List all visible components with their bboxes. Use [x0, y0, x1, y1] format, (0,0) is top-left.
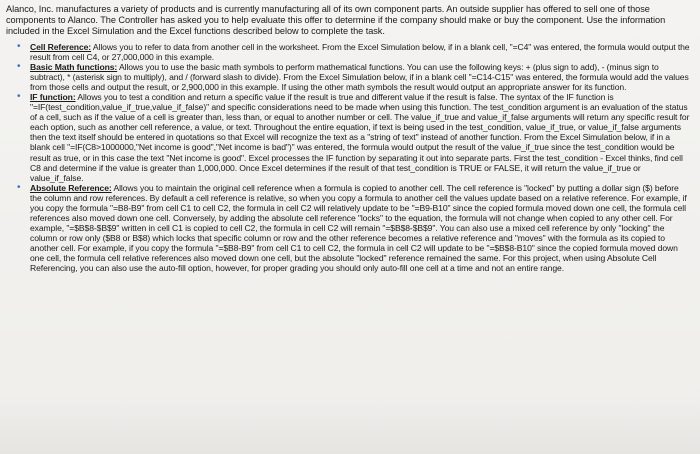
- term-basic-math: Basic Math functions:: [30, 62, 118, 73]
- desc-absolute-reference: Allows you to maintain the original cell reference when a formula is copied to another cell. The cell reference is "locked" by putting a dollar sign ($) before the column and row references. By default a cell reference is relative, so when you copy a formula to another cell the values update based on a relative reference. For example, if you copy the formula "=B8-B9" from cell C1 to cell C2, the formula in cell C2 will relatively update to be "=B9-B10" since the copied formula moved down one cell, the formula cell references also moved down one cell. Conversely, by adding the absolute cell reference "locks" to the equation, the formula will not change when copied to any other cell. For example, "=$B$8-$B$9" written in cell C1 is copied to cell C2, the formula in cell C2 will remain "=$B$8-$B$9". You can also use a mixed cell reference by only "locking" the column or row only ($B8 or B$8) which locks that specific column or row and the other reference becomes a relative reference and "moves" with the formula as its copied to another cell. For example, if you copy the formula "=$B8-B9" from cell C1 to cell C2, the formula in cell C2 will update to be "=$B$8-B10" since the copied formula moved down one cell, the formula cell relative references also moved down one cell, but the absolute "locked" reference remained the same. For this project, when using Absolute Cell Referencing, you can also use the auto-fill option, however, for proper grading you should only auto-fill one cell at a time and not an entire range.: [30, 182, 687, 274]
- desc-basic-math: Allows you to use the basic math symbols to perform mathematical functions. You can use the following keys: + (plus sign to add), - (minus sign to subtract), * (asterisk sign to multiply), and / (forward slash to divide). From the Excel Simulation below, if in a blank cell "=C14-C15" was entered, the formula would add the values from those cells and output the result, or 2,900,000 in this example. If using the other math symbols the result would output an appropriate answer for its function.: [30, 62, 689, 93]
- term-if-function: IF function:: [30, 92, 76, 103]
- bullet-icon: •: [17, 181, 21, 193]
- bullet-icon: •: [17, 41, 21, 52]
- bullet-icon: •: [17, 91, 21, 103]
- bullet-icon: •: [17, 61, 21, 73]
- list-item-cell-reference: [17, 41, 690, 63]
- list-item-if-function: [17, 91, 690, 183]
- term-cell-reference: Cell Reference:: [30, 42, 92, 52]
- list-item-absolute-reference: [17, 181, 690, 274]
- intro-paragraph: Alanco, Inc. manufactures a variety of products and is currently manufacturing all of its own component parts. An outside supplier has offered to sell one of those components to Alanco. The Controller has asked you to help evaluate this offer to determine if the company should make or buy the component. Use the information included in the Excel Simulation and the Excel functions described below to complete the task.: [6, 4, 666, 36]
- page-shading: [0, 394, 700, 454]
- desc-cell-reference: Allows you to refer to data from another cell in the worksheet. From the Excel Simulation below, if in a blank cell, "=C4" was entered, the formula would output the result from cell C4, or 27,000,000 in this example.: [30, 42, 690, 63]
- desc-if-function: Allows you to test a condition and return a specific value if the result is true and different value if the result is false. The syntax of the IF function is "=IF(test_condition,value_if_true,value_if_false)" and specific considerations need to be made when using this function. The test_condition argument is an evaluation of the status of a cell, such as if the value of a cell is greater than, less than, or equal to another number or cell. The value_if_true and value_if_false arguments will return any specific result for each option, such as another cell reference, a value, or text. Throughout the entire equation, if text is being used in the test_condition, value_if_true, or value_if_false arguments then the text itself should be entered in quotations so that Excel will recognize the text as a "string of text" instead of another function. From the Excel Simulation below, if in a blank cell "=IF(C8>1000000,"Net income is good","Net income is bad")" was entered, the formula would output the result of the value_if_true since the test_condition would be result as true, or in this case the text "Net income is good". Excel processes the IF function by separating it out into separate parts. First the test_condition - Excel thinks, find cell C8 and determine if the value is greater than 1,000,000. Once Excel determines if the result of that test_condition is TRUE or FALSE, it will return the value_if_true or value_if_false.: [30, 92, 690, 183]
- term-absolute-reference: Absolute Reference:: [30, 182, 112, 193]
- function-list: [6, 42, 690, 273]
- list-item-basic-math: [17, 61, 690, 93]
